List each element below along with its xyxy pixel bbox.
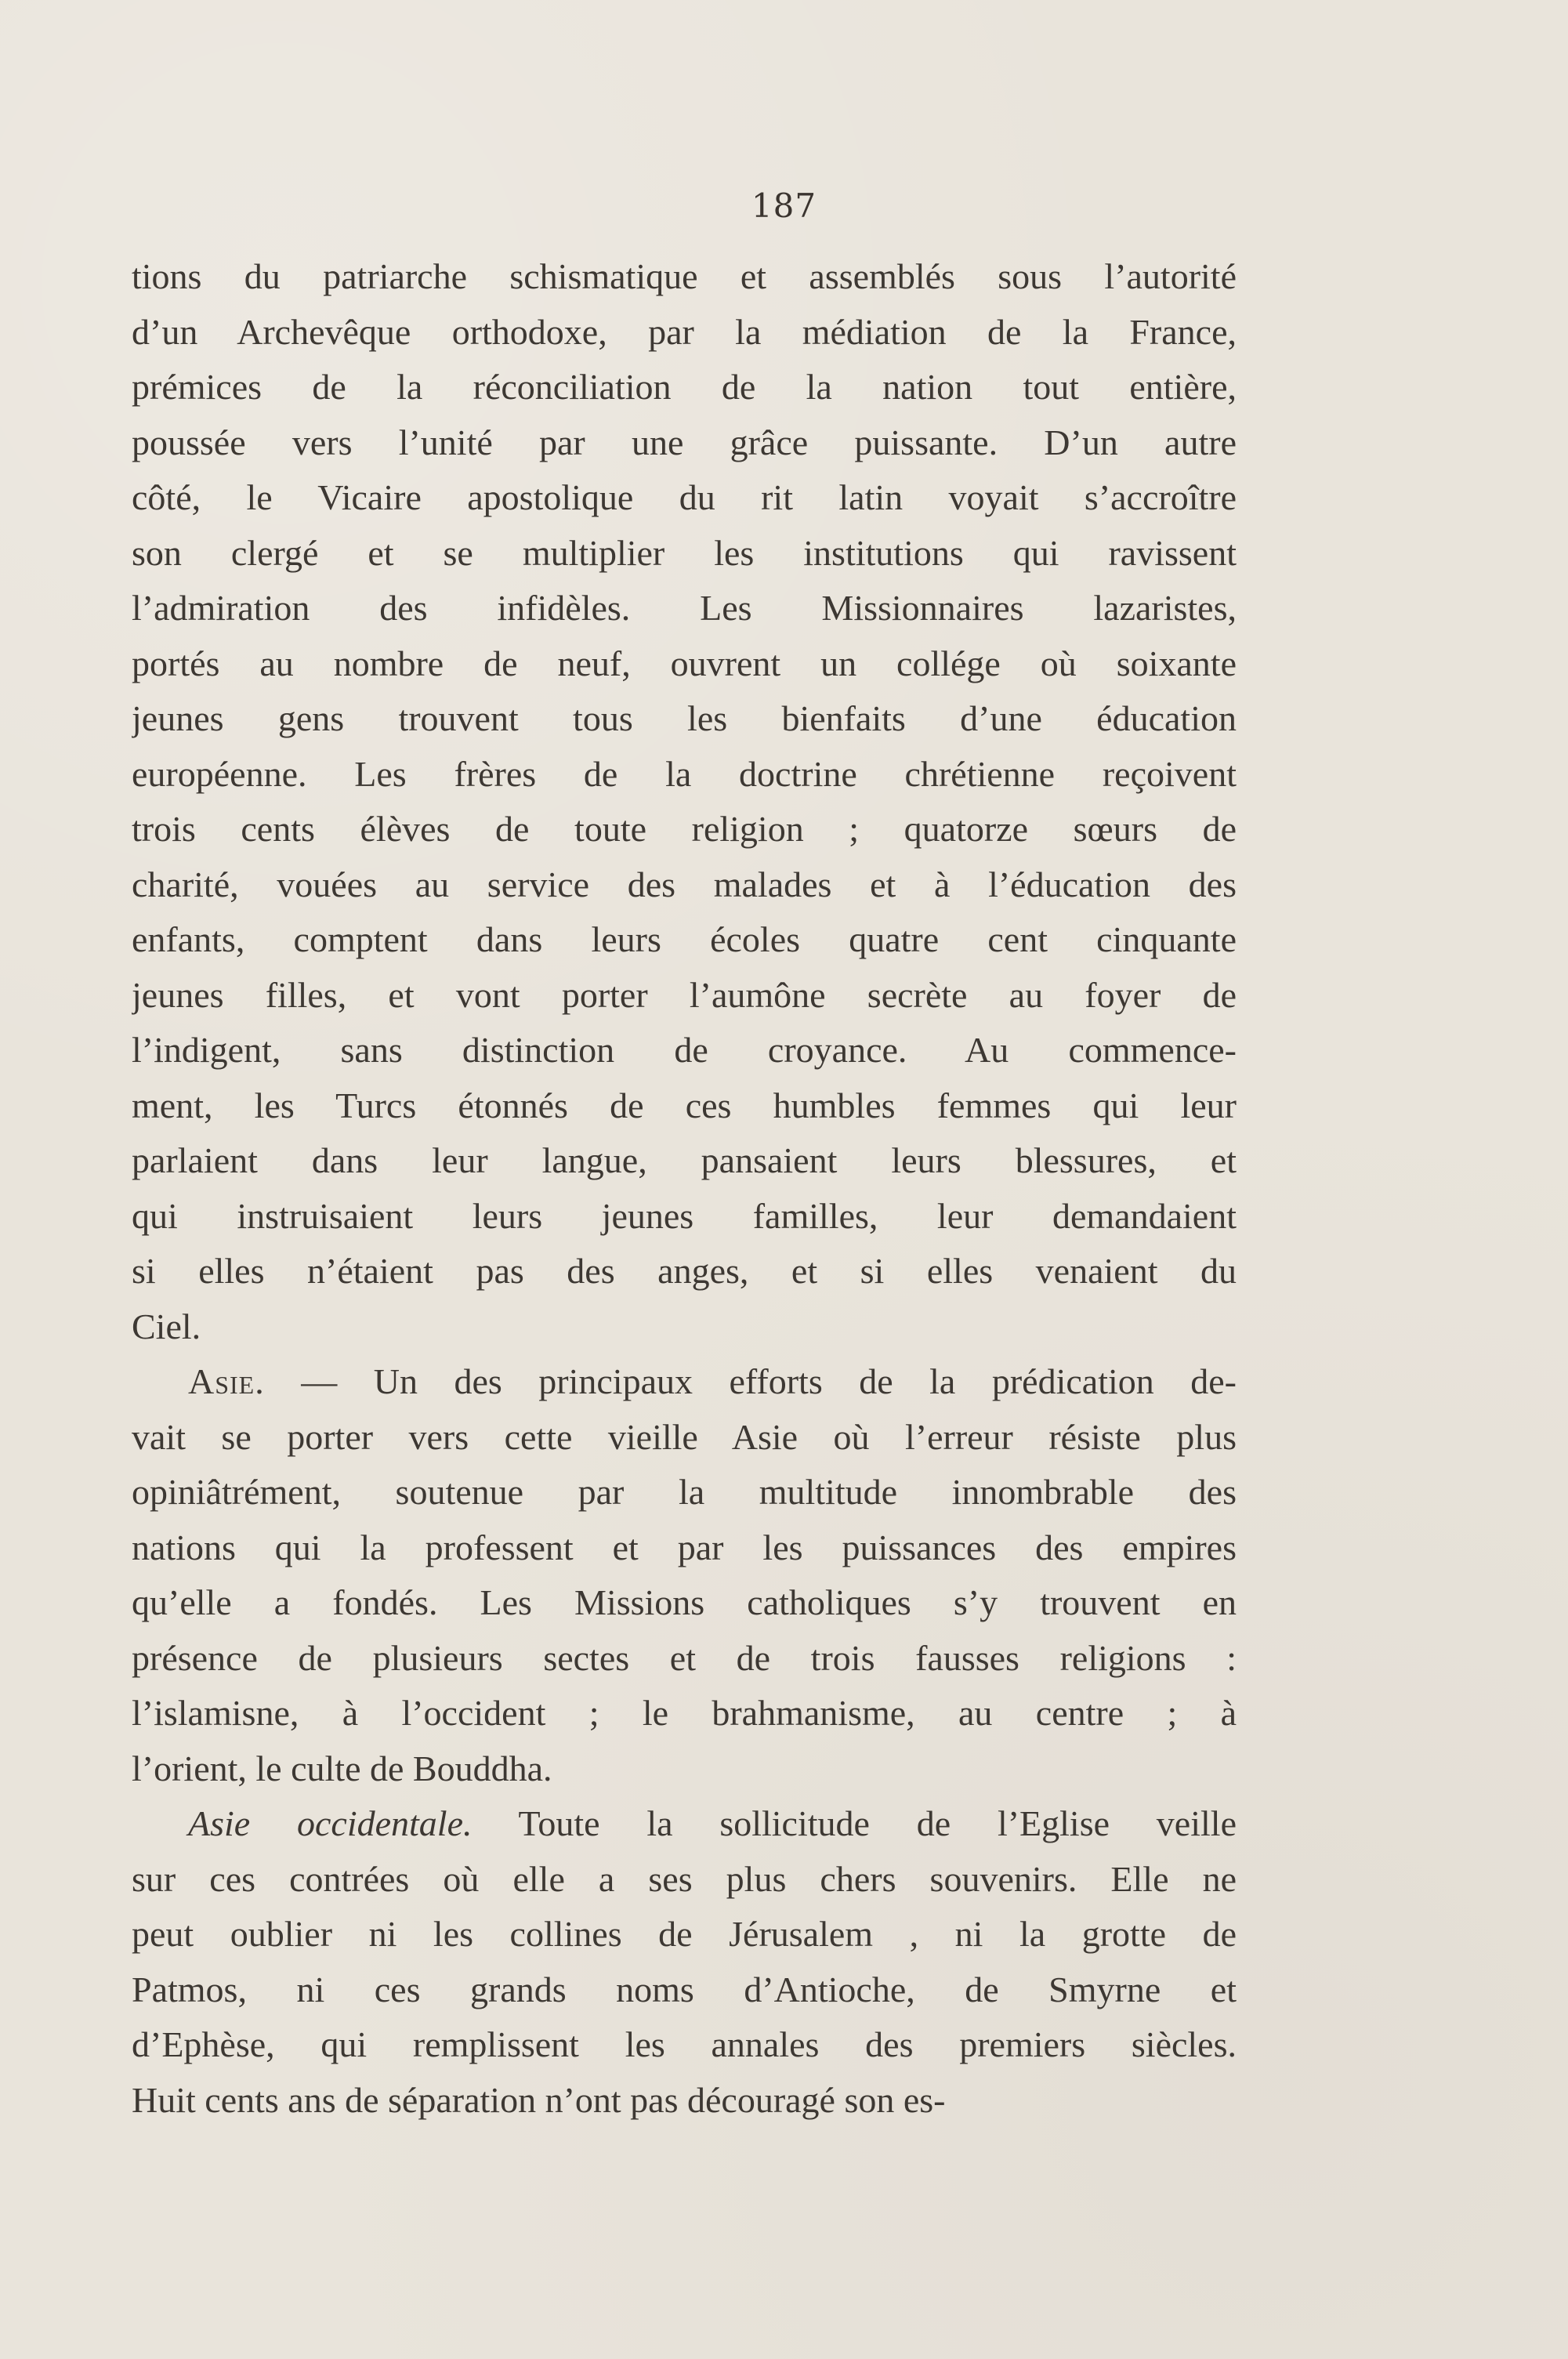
text-line: si elles n’étaient pas des anges, et si elles venaient du <box>132 1251 1237 1291</box>
text-line: qu’elle a fondés. Les Missions catholiques s’y trouvent en <box>132 1582 1237 1622</box>
text-line: d’Ephèse, qui remplissent les annales des premiers siècles. <box>132 2024 1237 2064</box>
text-line: l’indigent, sans distinction de croyance. Au commence- <box>132 1030 1237 1070</box>
text-line: ment, les Turcs étonnés de ces humbles femmes qui leur <box>132 1085 1237 1125</box>
page-number: 187 <box>751 187 817 225</box>
text-line: nations qui la professent et par les puissances des empires <box>132 1527 1237 1567</box>
text-line: sur ces contrées où elle a ses plus chers souvenirs. Elle ne <box>132 1858 1237 1899</box>
text-line: présence de plusieurs sectes et de trois fausses religions : <box>132 1637 1237 1678</box>
text-line: tions du patriarche schismatique et assemblés sous l’autorité <box>132 256 1237 296</box>
text-line: l’admiration des infidèles. Les Missionnaires lazaristes, <box>132 588 1237 628</box>
text-line: l’islamisne, à l’occident ; le brahmanisme, au centre ; à <box>132 1693 1237 1733</box>
text-line: enfants, comptent dans leurs écoles quatre cent cinquante <box>132 919 1237 959</box>
text-line: jeunes gens trouvent tous les bienfaits d’une éducation <box>132 698 1237 738</box>
text-line: d’un Archevêque orthodoxe, par la médiation de la France, <box>132 311 1237 352</box>
section-heading-asie-occidentale: Asie occidentale. <box>188 1803 473 1843</box>
section-line-text: — Un des principaux efforts de la prédication de- <box>264 1361 1237 1401</box>
text-line: portés au nombre de neuf, ouvrent un collége où soixante <box>132 643 1237 683</box>
text-line: charité, vouées au service des malades et à l’éducation des <box>132 864 1237 904</box>
text-line: Ciel. <box>132 1306 201 1346</box>
section-line-asie <box>132 1354 1237 1410</box>
text-line: opiniâtrément, soutenue par la multitude innombrable des <box>132 1472 1237 1512</box>
text-line: peut oublier ni les collines de Jérusalem , ni la grotte de <box>132 1914 1237 1954</box>
text-line: côté, le Vicaire apostolique du rit latin voyait s’accroître <box>132 477 1237 517</box>
text-line: qui instruisaient leurs jeunes familles, leur demandaient <box>132 1195 1237 1236</box>
text-line: son clergé et se multiplier les institutions qui ravissent <box>132 532 1237 573</box>
text-line: poussée vers l’unité par une grâce puissante. D’un autre <box>132 422 1237 462</box>
text-line: vait se porter vers cette vieille Asie où l’erreur résiste plus <box>132 1416 1237 1457</box>
body-text <box>132 249 1237 2128</box>
text-line: Patmos, ni ces grands noms d’Antioche, de Smyrne et <box>132 1969 1237 2009</box>
text-line: l’orient, le culte de Bouddha. <box>132 1748 552 1788</box>
section-line-asie-occidentale <box>132 1796 1237 1852</box>
text-line: Huit cents ans de séparation n’ont pas découragé son es- <box>132 2079 946 2120</box>
text-line: trois cents élèves de toute religion ; quatorze sœurs de <box>132 809 1237 849</box>
text-line: jeunes filles, et vont porter l’aumône secrète au foyer de <box>132 974 1237 1015</box>
text-line: européenne. Les frères de la doctrine chrétienne reçoivent <box>132 753 1237 794</box>
text-line: parlaient dans leur langue, pansaient leurs blessures, et <box>132 1140 1237 1180</box>
section-heading-asie: Asie. <box>188 1361 265 1401</box>
section-line-text: Toute la sollicitude de l’Eglise veille <box>472 1803 1237 1843</box>
text-line: prémices de la réconciliation de la nation tout entière, <box>132 367 1237 407</box>
